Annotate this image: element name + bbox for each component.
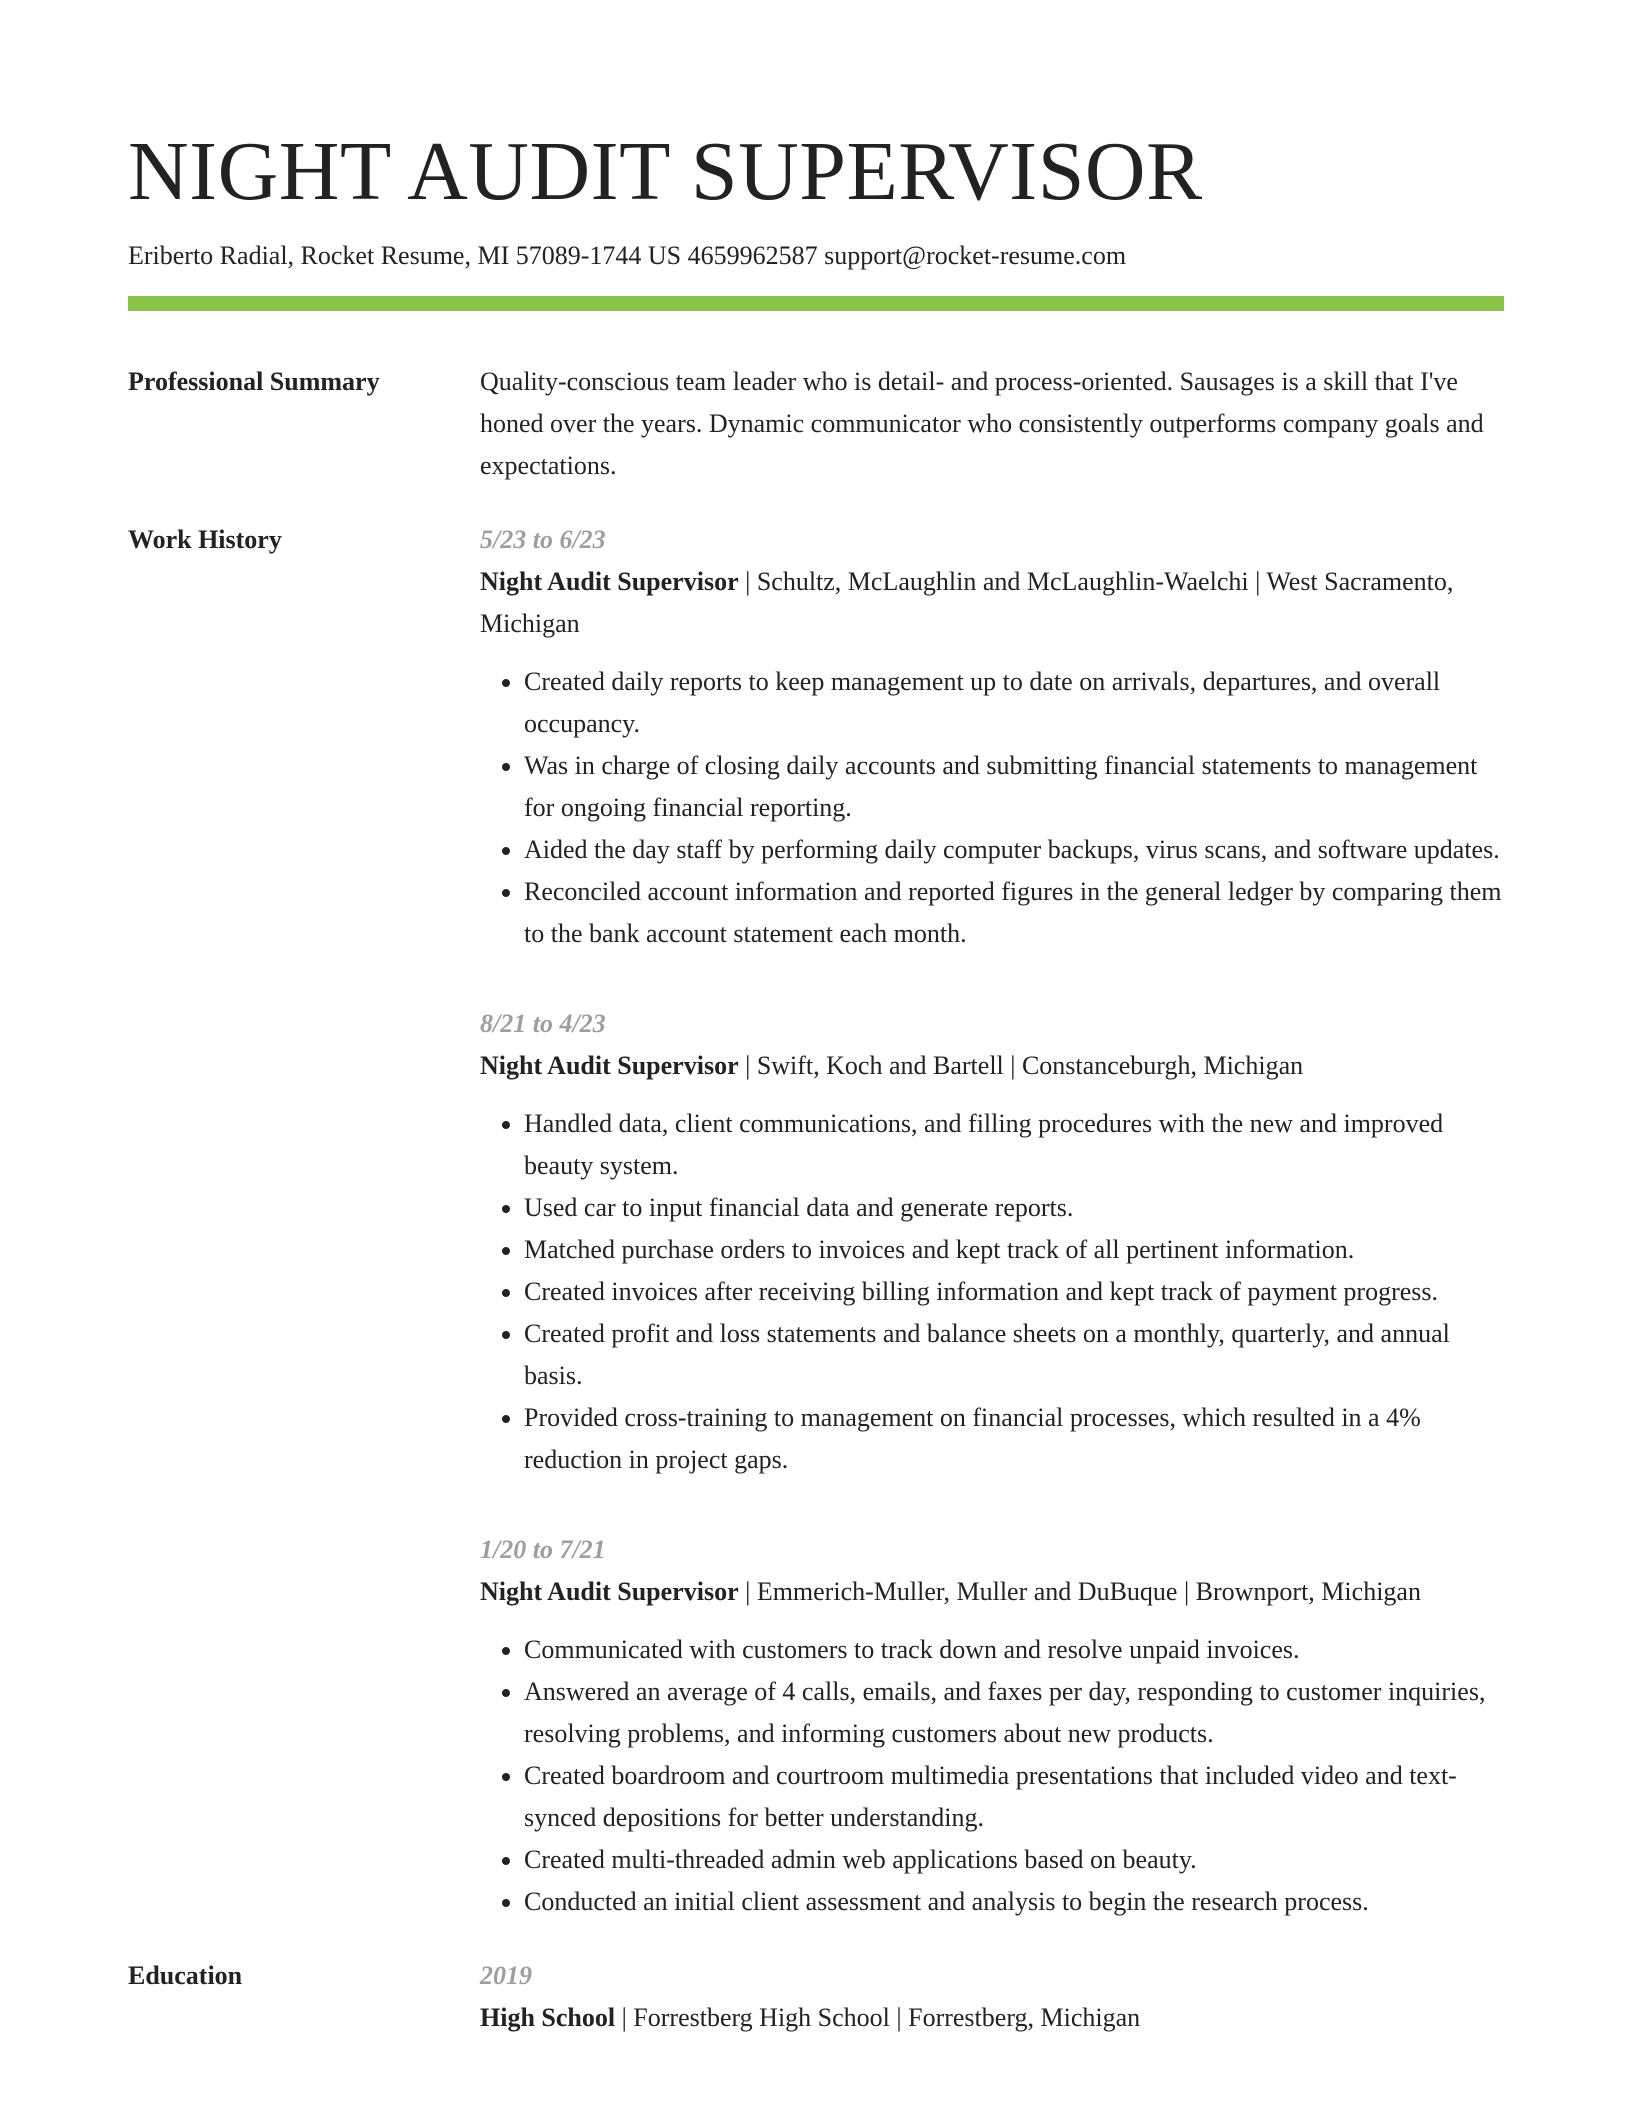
- job-title-line: [480, 1045, 1504, 1087]
- job-dates: 8/21 to 4/23: [480, 1009, 606, 1038]
- education-title-line: [480, 1997, 1504, 2039]
- job-bullets: [480, 1629, 1504, 1923]
- education-degree: High School: [480, 2003, 616, 2032]
- job-role: Night Audit Supervisor: [480, 567, 739, 596]
- education-school-location: | Forrestberg High School | Forrestberg, Michigan: [615, 2003, 1141, 2032]
- job-title-line: [480, 561, 1504, 645]
- list-item: • Matched purchase orders to invoices and kept track of all pertinent information.: [524, 1229, 1504, 1271]
- summary-text: Quality-conscious team leader who is detail- and process-oriented. Sausages is a skill that I've honed over the years. Dynamic communicator who consistently outperforms company goals and expectations.: [480, 367, 1484, 480]
- job-employer-location: | Schultz, McLaughlin and McLaughlin-Waelchi | West Sacramento, Michigan: [480, 567, 1454, 638]
- list-item: • Used car to input financial data and generate reports.: [524, 1187, 1504, 1229]
- job-employer-location: | Emmerich-Muller, Muller and DuBuque | Brownport, Michigan: [738, 1577, 1421, 1606]
- list-item: • Handled data, client communications, and filling procedures with the new and improved beauty system.: [524, 1103, 1504, 1187]
- section-label-summary: Professional Summary: [128, 367, 380, 396]
- job-entry: [480, 1529, 1504, 1923]
- resume-title: NIGHT AUDIT SUPERVISOR: [128, 125, 1203, 218]
- list-item: • Created boardroom and courtroom multimedia presentations that included video and text-synced depositions for better understanding.: [524, 1755, 1504, 1839]
- section-label-education: Education: [128, 1961, 243, 1990]
- contact-line: Eriberto Radial, Rocket Resume, MI 57089-1744 US 4659962587 support@rocket-resume.com: [128, 241, 1127, 270]
- work-history-body: [480, 519, 1504, 1923]
- job-title-line: [480, 1571, 1504, 1613]
- education-body: [480, 1955, 1504, 2039]
- work-history-section: [128, 519, 1504, 1923]
- job-entry: [480, 519, 1504, 955]
- list-item: • Created profit and loss statements and balance sheets on a monthly, quarterly, and annual basis.: [524, 1313, 1504, 1397]
- summary-body: [480, 361, 1504, 487]
- list-item: • Created daily reports to keep management up to date on arrivals, departures, and overall occupancy.: [524, 661, 1504, 745]
- job-employer-location: | Swift, Koch and Bartell | Constanceburgh, Michigan: [738, 1051, 1304, 1080]
- list-item: • Answered an average of 4 calls, emails, and faxes per day, responding to customer inquiries, resolving problems, and informing customers about new products.: [524, 1671, 1504, 1755]
- list-item: • Reconciled account information and reported figures in the general ledger by comparing them to the bank account statement each month.: [524, 871, 1504, 955]
- section-label-work: Work History: [128, 525, 282, 554]
- list-item: • Was in charge of closing daily accounts and submitting financial statements to management for ongoing financial reporting.: [524, 745, 1504, 829]
- education-section: [128, 1955, 1504, 2039]
- header-divider: [128, 296, 1504, 311]
- list-item: • Created multi-threaded admin web applications based on beauty.: [524, 1839, 1504, 1881]
- list-item: • Conducted an initial client assessment and analysis to begin the research process.: [524, 1881, 1504, 1923]
- list-item: • Communicated with customers to track down and resolve unpaid invoices.: [524, 1629, 1504, 1671]
- job-bullets: [480, 1103, 1504, 1481]
- job-role: Night Audit Supervisor: [480, 1051, 739, 1080]
- list-item: • Created invoices after receiving billing information and kept track of payment progress.: [524, 1271, 1504, 1313]
- job-role: Night Audit Supervisor: [480, 1577, 739, 1606]
- job-entry: [480, 1003, 1504, 1481]
- list-item: • Aided the day staff by performing daily computer backups, virus scans, and software updates.: [524, 829, 1504, 871]
- resume-page: [128, 0, 1504, 2039]
- education-year: 2019: [480, 1961, 532, 1990]
- job-dates: 1/20 to 7/21: [480, 1535, 606, 1564]
- list-item: • Provided cross-training to management on financial processes, which resulted in a 4% reduction in project gaps.: [524, 1397, 1504, 1481]
- professional-summary-section: [128, 361, 1504, 487]
- job-bullets: [480, 661, 1504, 955]
- job-dates: 5/23 to 6/23: [480, 525, 606, 554]
